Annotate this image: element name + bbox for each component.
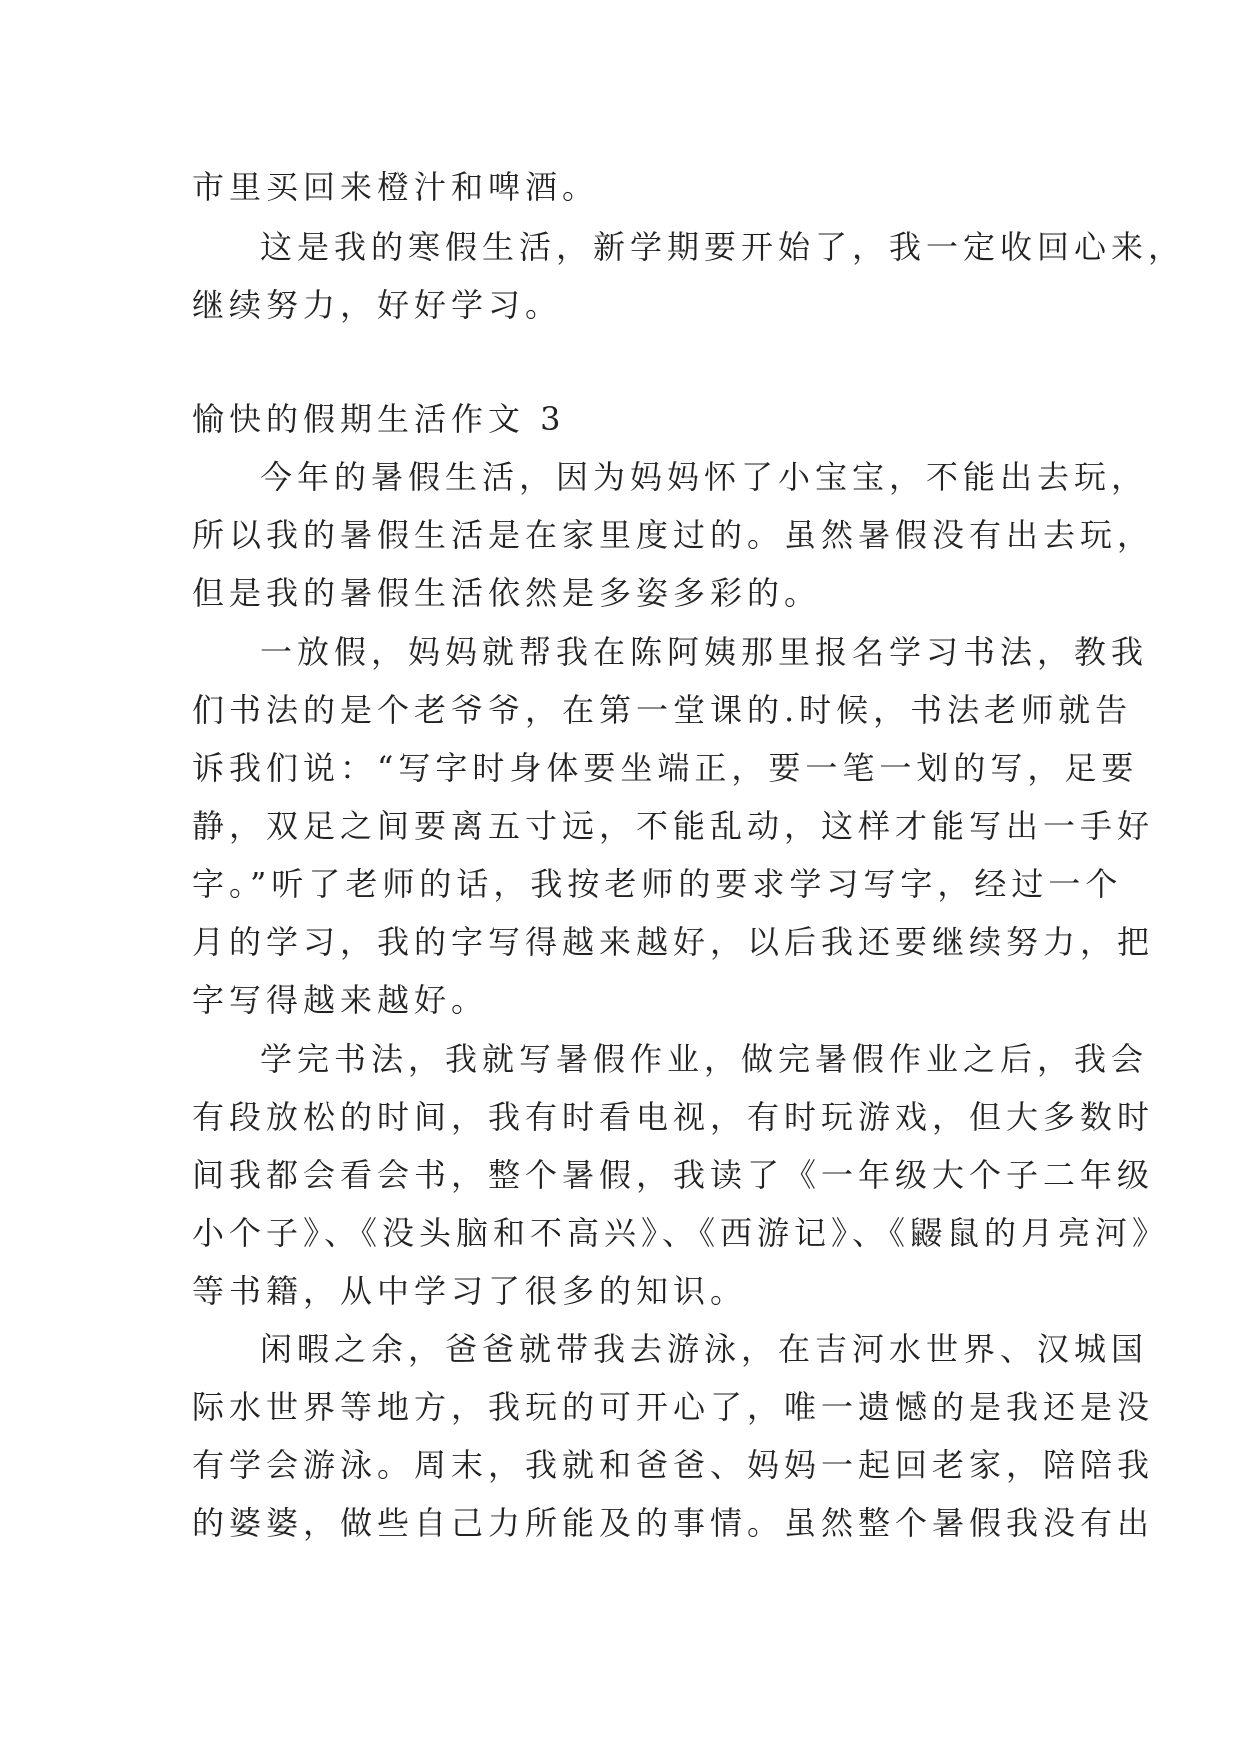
paragraph-3 bbox=[192, 1030, 1170, 1320]
text-line: 际水世界等地方，我玩的可开心了，唯一遗憾的是我还是没 bbox=[192, 1388, 1155, 1426]
text-line: 市里买回来橙汁和啤酒。 bbox=[192, 168, 600, 206]
text-line: 今年的暑假生活，因为妈妈怀了小宝宝，不能出去玩， bbox=[260, 458, 1149, 496]
text-line: 学完书法，我就写暑假作业，做完暑假作业之后，我会 bbox=[260, 1040, 1149, 1078]
paragraph-4 bbox=[192, 1320, 1155, 1552]
text-line: 诉我们说：“写字时身体要坐端正，要一笔一划的写，足要 bbox=[192, 749, 1139, 787]
essay-heading-block bbox=[192, 390, 1062, 448]
text-line: 间我都会看会书，整个暑假，我读了《一年级大个子二年级 bbox=[192, 1156, 1155, 1194]
previous-essay-ending bbox=[192, 158, 1062, 216]
text-line: 但是我的暑假生活依然是多姿多彩的。 bbox=[192, 574, 822, 612]
text-line: 所以我的暑假生活是在家里度过的。虽然暑假没有出去玩， bbox=[192, 516, 1155, 554]
text-line: 有学会游泳。周末，我就和爸爸、妈妈一起回老家，陪陪我 bbox=[192, 1446, 1155, 1484]
paragraph-1 bbox=[192, 448, 1155, 622]
text-line: 这是我的寒假生活，新学期要开始了，我一定收回心来， bbox=[260, 228, 1186, 266]
text-line: 的婆婆，做些自己力所能及的事情。虽然整个暑假我没有出 bbox=[192, 1504, 1155, 1542]
text-line: 继续努力，好好学习。 bbox=[192, 286, 563, 324]
text-line: 月的学习，我的字写得越来越好，以后我还要继续努力，把 bbox=[192, 923, 1155, 961]
text-line: 字。”听了老师的话，我按老师的要求学习写字，经过一个 bbox=[192, 865, 1123, 903]
text-line: 一放假，妈妈就帮我在陈阿姨那里报名学习书法，教我 bbox=[260, 633, 1149, 671]
previous-essay-conclusion bbox=[192, 218, 1186, 334]
text-line: 有段放松的时间，我有时看电视，有时玩游戏，但大多数时 bbox=[192, 1098, 1155, 1136]
text-line: 等书籍，从中学习了很多的知识。 bbox=[192, 1272, 748, 1310]
paragraph-2 bbox=[192, 623, 1155, 1029]
text-line: 们书法的是个老爷爷，在第一堂课的.时候，书法老师就告 bbox=[192, 691, 1133, 729]
text-line: 小个子》、《没头脑和不高兴》、《西游记》、《鼹鼠的月亮河》 bbox=[192, 1214, 1170, 1252]
text-line: 闲暇之余，爸爸就带我去游泳，在吉河水世界、汉城国 bbox=[260, 1330, 1149, 1368]
text-line: 字写得越来越好。 bbox=[192, 981, 489, 1019]
essay-heading: 愉快的假期生活作文 3 bbox=[192, 400, 566, 438]
text-line: 静，双足之间要离五寸远，不能乱动，这样才能写出一手好 bbox=[192, 807, 1155, 845]
